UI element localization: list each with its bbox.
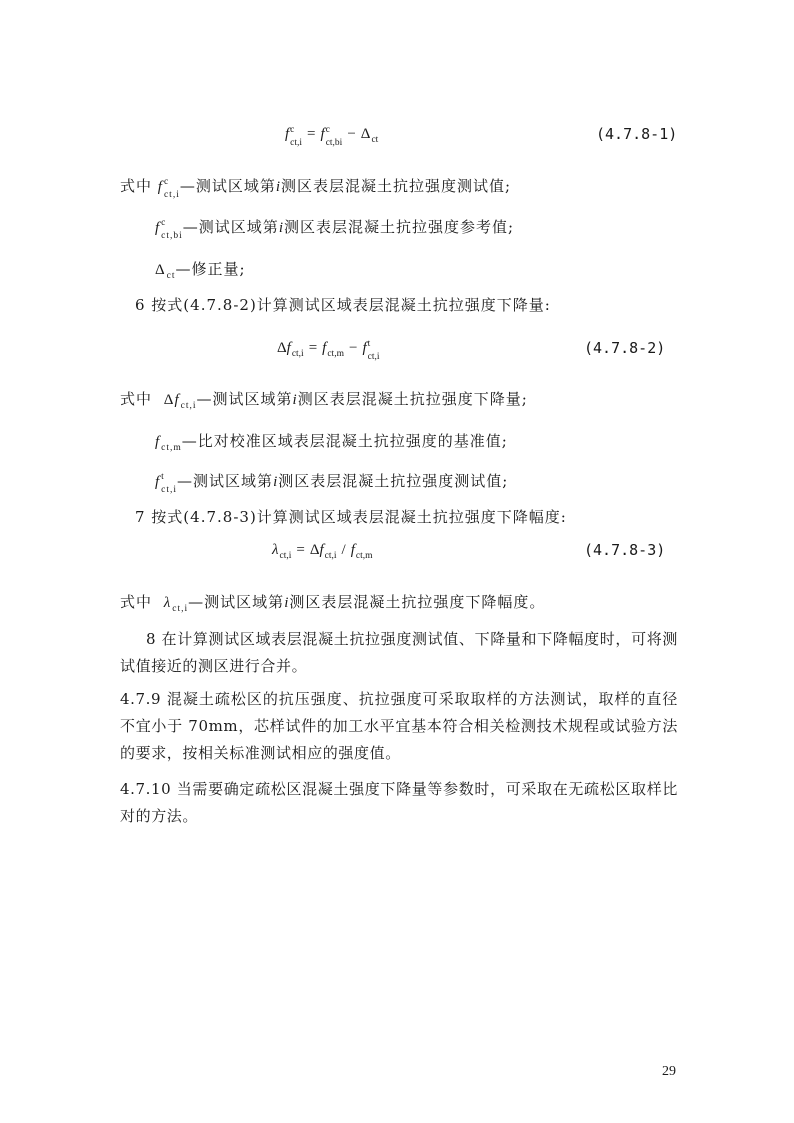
eq1-rhs1-sup: c <box>325 124 330 135</box>
where1-item2-sup: c <box>161 218 167 228</box>
eq3-lhs-sub: ct,i <box>279 551 292 561</box>
page-number: 29 <box>662 1064 676 1079</box>
eq3-rhs2-var: f <box>350 542 355 558</box>
where2-item1-i: i <box>292 392 298 408</box>
where2-item1 <box>120 389 528 416</box>
where1-item2-var: f <box>155 220 161 236</box>
where3-item1-sub: ct,i <box>172 604 189 614</box>
eq3-rhs1-sub: ct,i <box>324 551 337 561</box>
step-6: 6 按式(4.7.8-2)计算测试区域表层混凝土抗拉强度下降量: <box>135 296 551 314</box>
equation-number-2: (4.7.8-2) <box>584 339 666 357</box>
where1-item1 <box>120 176 512 200</box>
eq2-rhs1-sub: ct,m <box>327 349 344 359</box>
where1-item3-text: —修正量; <box>175 260 246 278</box>
eq2-rhs2-sub: ct,i <box>367 351 380 362</box>
where3-item1-text-b: 测区表层混凝土抗拉强度下降幅度。 <box>289 593 546 611</box>
where1-item3-delta: Δ <box>155 262 166 278</box>
where2-item1-var: f <box>174 392 180 408</box>
where2-item2-var: f <box>155 434 161 450</box>
eq2-lhs-var: f <box>286 340 291 356</box>
eq1-rhs2-sub: ct <box>371 135 379 145</box>
clause-4-7-10: 4.7.10 当需要确定疏松区混凝土强度下降量等参数时，可采取在无疏松区取样比对的方法。 <box>120 780 678 825</box>
equation-number-3: (4.7.8-3) <box>584 541 666 559</box>
eq2-equals: = <box>308 340 318 356</box>
where1-item1-sup: c <box>163 177 170 187</box>
eq3-rhs1-var: f <box>319 542 324 558</box>
where1-item2-text-b: 测区表层混凝土抗拉强度参考值; <box>283 218 515 236</box>
where2-item1-sub: ct,i <box>180 401 197 411</box>
where1-item2-i: i <box>278 220 284 236</box>
where1-prefix: 式中 <box>120 177 153 195</box>
where2-item1-text-b: 测区表层混凝土抗拉强度下降量; <box>297 390 528 408</box>
where1-item2-sub: ct,bi <box>161 231 183 241</box>
equation-4-7-8-3 <box>272 540 373 566</box>
eq3-slash: / <box>341 542 346 558</box>
where1-item1-var: f <box>157 179 163 195</box>
eq2-minus: − <box>348 340 358 356</box>
where2-item3 <box>155 471 509 495</box>
eq1-lhs-sup: c <box>290 124 295 135</box>
eq2-delta: Δ <box>277 340 287 356</box>
where3-item1 <box>120 592 545 619</box>
where2-item2-sub: ct,m <box>161 443 182 453</box>
where2-prefix: 式中 <box>120 390 153 408</box>
where1-item3 <box>155 259 246 286</box>
where1-item1-i: i <box>275 179 282 195</box>
where2-item2 <box>155 431 508 458</box>
where1-item3-sub: ct <box>166 271 176 281</box>
where3-item1-text-a: —测试区域第 <box>188 593 285 611</box>
where2-item2-text: —比对校准区域表层混凝土抗拉强度的基准值; <box>181 432 508 450</box>
equation-4-7-8-2 <box>277 338 379 364</box>
where2-item1-delta: Δ <box>163 392 175 408</box>
equation-number-1: (4.7.8-1) <box>596 125 678 143</box>
eq1-equals: = <box>307 126 316 142</box>
where2-item3-text-a: —测试区域第 <box>177 472 274 490</box>
eq3-rhs2-sub: ct,m <box>355 551 373 561</box>
where3-item1-var: λ <box>163 595 172 611</box>
eq3-lhs-var: λ <box>272 542 279 558</box>
eq2-rhs2-sup: t <box>367 338 371 349</box>
eq1-lhs-sub: ct,i <box>290 137 303 148</box>
eq1-delta: Δ <box>360 126 371 142</box>
where2-item3-sub: ct,i <box>161 485 178 495</box>
where1-item1-sub: ct,i <box>163 190 180 200</box>
where1-item1-text-a: —测试区域第 <box>179 177 276 195</box>
where1-item2 <box>155 217 515 241</box>
eq1-lhs-var: f <box>285 126 290 142</box>
where2-item3-var: f <box>155 474 161 490</box>
eq1-rhs1-var: f <box>320 126 325 142</box>
where2-item3-text-b: 测区表层混凝土抗拉强度测试值; <box>278 472 509 490</box>
where3-prefix: 式中 <box>120 593 153 611</box>
eq3-delta: Δ <box>309 542 320 558</box>
where3-item1-i: i <box>284 595 290 611</box>
equation-4-7-8-1 <box>285 124 378 150</box>
where2-item3-sup: t <box>161 472 165 482</box>
step-7: 7 按式(4.7.8-3)计算测试区域表层混凝土抗拉强度下降幅度: <box>135 508 567 526</box>
eq1-minus: − <box>347 126 356 142</box>
where2-item1-text-a: —测试区域第 <box>196 390 293 408</box>
eq2-rhs1-var: f <box>322 340 327 356</box>
eq2-rhs2-var: f <box>362 340 367 356</box>
eq1-rhs1-sub: ct,bi <box>325 137 343 148</box>
where2-item3-i: i <box>273 474 279 490</box>
clause-4-7-9: 4.7.9 混凝土疏松区的抗压强度、抗拉强度可采取取样的方法测试，取样的直径不宜小于 70mm，芯样试件的加工水平宜基本符合相关检测技术规程或试验方法的要求，按相关标准测试相应的强度值。 <box>120 690 678 762</box>
eq2-lhs-sub: ct,i <box>291 349 304 359</box>
where1-item1-text-b: 测区表层混凝土抗拉强度测试值; <box>281 177 512 195</box>
where1-item2-text-a: —测试区域第 <box>182 218 279 236</box>
eq3-equals: = <box>296 542 305 558</box>
step-8: 8 在计算测试区域表层混凝土抗拉强度测试值、下降量和下降幅度时，可将测试值接近的测区进行合并。 <box>120 630 678 675</box>
